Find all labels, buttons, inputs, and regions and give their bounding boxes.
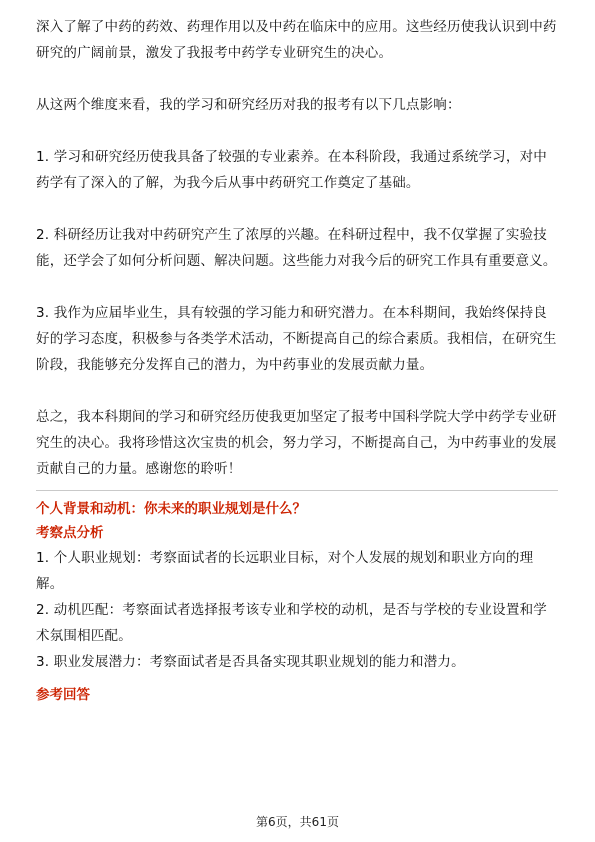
paragraph: 从这两个维度来看，我的学习和研究经历对我的报考有以下几点影响：	[36, 97, 461, 113]
document-body	[36, 14, 558, 707]
paragraph: 2. 科研经历让我对中药研究产生了浓厚的兴趣。在科研过程中，我不仅掌握了实验技能，还学会了如何分析问题、解决问题。这些能力对我今后的研究工作具有重要意义。	[36, 227, 557, 269]
paragraph: 1. 学习和研究经历使我具备了较强的专业素养。在本科阶段，我通过系统学习，对中药学有了深入的了解，为我今后从事中药研究工作奠定了基础。	[36, 149, 547, 191]
analysis-item: 2. 动机匹配：考察面试者选择报考该专业和学校的动机，是否与学校的专业设置和学术氛围相匹配。	[36, 602, 547, 644]
analysis-heading: 考察点分析	[36, 525, 104, 541]
question-heading: 个人背景和动机：你未来的职业规划是什么？	[36, 501, 306, 517]
analysis-item: 3. 职业发展潜力：考察面试者是否具备实现其职业规划的能力和潜力。	[36, 654, 465, 670]
paragraph: 3. 我作为应届毕业生，具有较强的学习能力和研究潜力。在本科期间，我始终保持良好的学习态度，积极参与各类学术活动，不断提高自己的综合素质。我相信，在研究生阶段，我能够充分发挥自己的潜力，为中药事业的发展贡献力量。	[36, 305, 557, 373]
page-number: 第6页，共61页	[256, 815, 339, 829]
section-divider	[36, 490, 558, 491]
answer-heading: 参考回答	[36, 687, 90, 703]
analysis-item: 1. 个人职业规划：考察面试者的长远职业目标，对个人发展的规划和职业方向的理解。	[36, 550, 534, 592]
paragraph: 深入了解了中药的药效、药理作用以及中药在临床中的应用。这些经历使我认识到中药研究的广阔前景，激发了我报考中药学专业研究生的决心。	[36, 19, 557, 61]
paragraph: 总之，我本科期间的学习和研究经历使我更加坚定了报考中国科学院大学中药学专业研究生的决心。我将珍惜这次宝贵的机会，努力学习，不断提高自己，为中药事业的发展贡献自己的力量。感谢您的聆听！	[36, 409, 557, 477]
